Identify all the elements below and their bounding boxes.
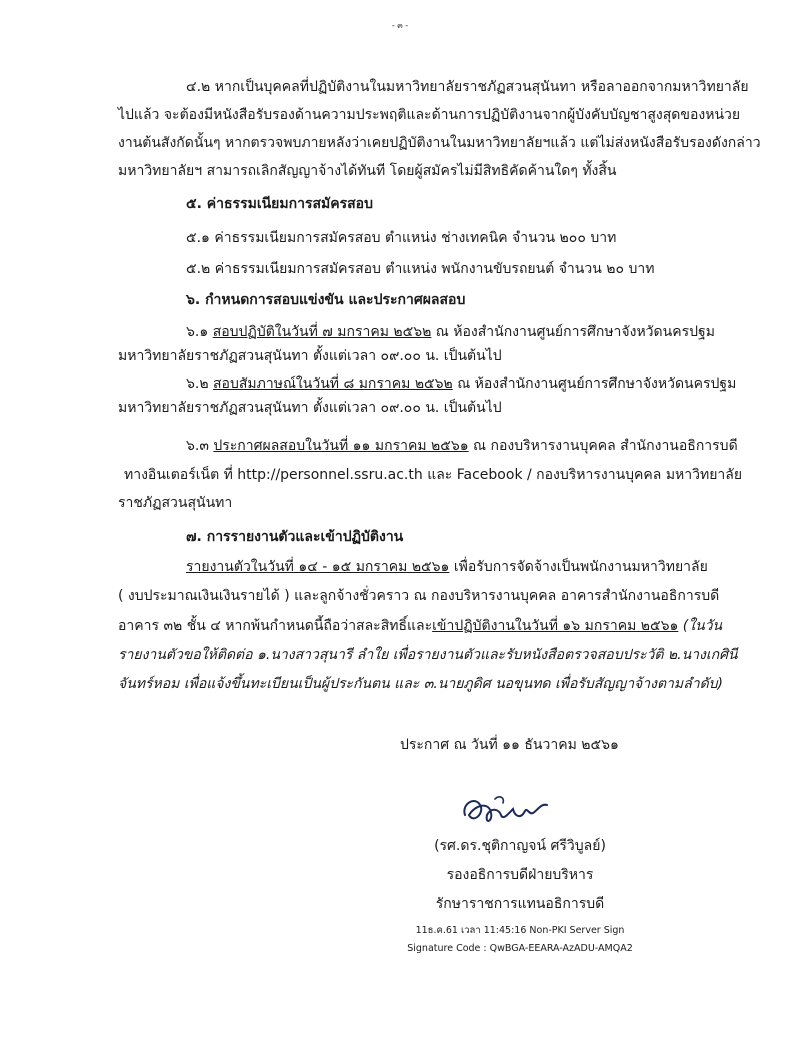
- s4-2-line-1: ๔.๒ หากเป็นบุคคลที่ปฏิบัติงานในมหาวิทยาลัยราชภัฏสวนสุนันทา หรือลาออกจากมหาวิทยาลัย: [186, 79, 749, 95]
- handwritten-signature: [455, 785, 555, 835]
- s6-item-3-number: ๖.๓: [186, 438, 214, 454]
- s5-item-2: ๕.๒ ค่าธรรมเนียมการสมัครสอบ ตำแหน่ง พนักงานขับรถยนต์ จำนวน ๒๐ บาท: [186, 261, 655, 277]
- signer-title-2: รักษาราชการแทนอธิการบดี: [435, 896, 605, 912]
- s4-2-line-3: งานต้นสังกัดนั้นๆ หากตรวจพบภายหลังว่าเคยปฏิบัติงานในมหาวิทยาลัยฯแล้ว แต่ไม่ส่งหนังสือรับรองดังกล่าว: [118, 135, 761, 151]
- s7-line-1-rest: เพื่อรับการจัดจ้างเป็นพนักงานมหาวิทยาลัย: [449, 559, 708, 575]
- s6-item-2: [186, 374, 736, 394]
- s7-line-3-note: (ในวัน: [678, 618, 723, 634]
- s7-line-1: [186, 557, 708, 577]
- s6-item-1-line-2: มหาวิทยาลัยราชภัฏสวนสุนันทา ตั้งแต่เวลา ๐๙.๐๐ น. เป็นต้นไป: [118, 348, 502, 364]
- s7-report-date: รายงานตัวในวันที่ ๑๔ - ๑๕ มกราคม ๒๕๖๑: [186, 559, 450, 575]
- s6-item-2-number: ๖.๒: [186, 376, 214, 392]
- s6-item-2-line-2: มหาวิทยาลัยราชภัฏสวนสุนันทา ตั้งแต่เวลา ๐๙.๐๐ น. เป็นต้นไป: [118, 400, 502, 416]
- server-sign-stamp: 11ธ.ค.61 เวลา 11:45:16 Non-PKI Server Sign: [415, 925, 625, 936]
- s6-item-3-location: ณ กองบริหารงานบุคคล สำนักงานอธิการบดี: [468, 438, 738, 454]
- s6-item-2-location: ณ ห้องสำนักงานศูนย์การศึกษาจังหวัดนครปฐม: [452, 376, 737, 392]
- s4-2-line-4: มหาวิทยาลัยฯ สามารถเลิกสัญญาจ้างได้ทันที โดยผู้สมัครไม่มีสิทธิคัดค้านใดๆ ทั้งสิ้น: [118, 163, 617, 179]
- page-number: - ๓ -: [391, 21, 409, 30]
- signer-title-1: รองอธิการบดีฝ่ายบริหาร: [446, 867, 594, 883]
- s7-line-4: รายงานตัวขอให้ติดต่อ ๑.นางสาวสุนารี ลำใย เพื่อรายงานตัวและรับหนังสือตรวจสอบประวัติ ๒.นางเกศินี: [118, 647, 738, 663]
- announce-date: ประกาศ ณ วันที่ ๑๑ ธันวาคม ๒๕๖๑: [400, 737, 619, 753]
- signature-code: Signature Code : QwBGA-EEARA-AzADU-AMQA2: [407, 943, 633, 954]
- s6-item-3-date: ประกาศผลสอบในวันที่ ๑๑ มกราคม ๒๕๖๑: [213, 438, 469, 454]
- s6-item-1-date: สอบปฏิบัติในวันที่ ๗ มกราคม ๒๕๖๒: [212, 324, 432, 340]
- s6-item-3-line-3: ราชภัฏสวนสุนันทา: [118, 495, 233, 511]
- s4-2-line-2: ไปแล้ว จะต้องมีหนังสือรับรองด้านความประพฤติและด้านการปฏิบัติงานจากผู้บังคับบัญชาสูงสุดของหน่วย: [118, 107, 741, 123]
- s6-item-1-number: ๖.๑: [186, 324, 213, 340]
- s7-start-date: เข้าปฏิบัติงานในวันที่ ๑๖ มกราคม ๒๕๖๑: [432, 618, 679, 634]
- s7-line-3-text: อาคาร ๓๒ ชั้น ๔ หากพ้นกำหนดนี้ถือว่าสละสิทธิ์และ: [118, 618, 433, 634]
- s7-line-2: ( งบประมาณเงินเงินรายได้ ) และลูกจ้างชั่วคราว ณ กองบริหารงานบุคคล อาคารสำนักงานอธิการบดี: [118, 588, 720, 604]
- s7-line-3: [118, 616, 722, 636]
- s5-item-1: ๕.๑ ค่าธรรมเนียมการสมัครสอบ ตำแหน่ง ช่างเทคนิค จำนวน ๒๐๐ บาท: [186, 230, 617, 246]
- s7-heading: ๗. การรายงานตัวและเข้าปฏิบัติงาน: [186, 529, 404, 545]
- signer-name: (รศ.ดร.ชุติกาญจน์ ศรีวิบูลย์): [434, 838, 606, 854]
- s5-heading: ๕. ค่าธรรมเนียมการสมัครสอบ: [186, 196, 373, 212]
- s7-line-5: จันทร์หอม เพื่อแจ้งขึ้นทะเบียนเป็นผู้ประกันตน และ ๓.นายภูดิศ นอขุนทด เพื่อรับสัญญาจ้างตามลำดับ): [118, 676, 724, 692]
- s6-heading: ๖. กำหนดการสอบแข่งขัน และประกาศผลสอบ: [186, 292, 466, 308]
- s6-item-2-date: สอบสัมภาษณ์ในวันที่ ๘ มกราคม ๒๕๖๒: [213, 376, 453, 392]
- s6-item-3-line-2: ทางอินเตอร์เน็ต ที่ http://personnel.ssru.ac.th และ Facebook / กองบริหารงานบุคคล มหาวิทยาลัย: [124, 467, 743, 483]
- s6-item-3: [186, 436, 738, 456]
- s6-item-1-location: ณ ห้องสำนักงานศูนย์การศึกษาจังหวัดนครปฐม: [431, 324, 715, 340]
- s6-item-1: [186, 322, 715, 342]
